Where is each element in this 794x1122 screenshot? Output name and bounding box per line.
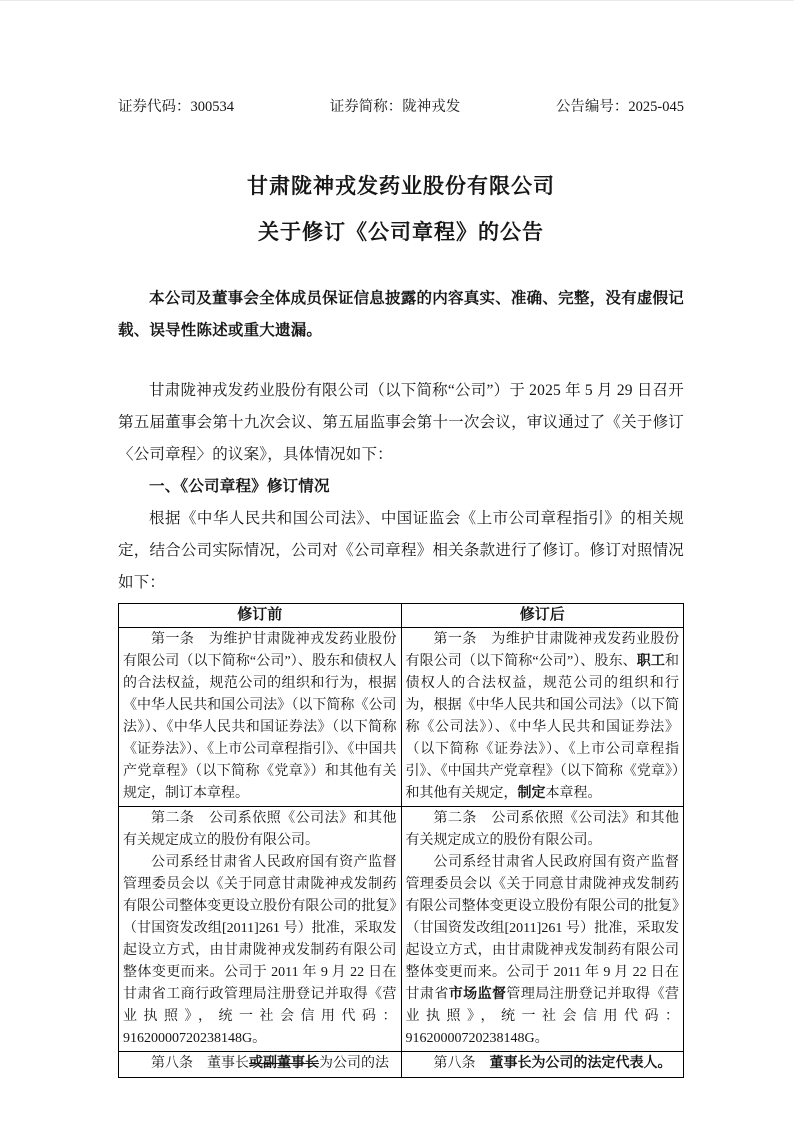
stock-abbreviation: 证券简称：陇神戎发 — [329, 99, 461, 115]
table-row-article-2 — [119, 807, 684, 1052]
table-header-row — [119, 604, 684, 628]
disclaimer-statement: 本公司及董事会全体成员保证信息披露的内容真实、准确、完整，没有虚假记载、误导性陈述或重大遗漏。 — [118, 290, 684, 339]
document-content — [118, 1, 684, 1078]
document-title — [118, 163, 684, 255]
cell-article8-before: 第八条 董事长或副董事长为公司的法 — [119, 1052, 402, 1078]
section1-paragraph: 根据《中华人民共和国公司法》、中国证监会《上市公司章程指引》的相关规定，结合公司实际情况，公司对《公司章程》相关条款进行了修订。修订对照情况如下： — [118, 510, 684, 591]
section1-heading: 一、《公司章程》修订情况 — [149, 478, 330, 495]
cell-article2-after: 第二条 公司系依照《公司法》和其他有关规定成立的股份有限公司。 公司系经甘肃省人民政府国有资产监督管理委员会以《关于同意甘肃陇神戎发制药有限公司整体变更设立股份有限公司的批复》（甘国资发改组[2011]261 号）批准，采取发起设立方式，由甘肃陇神戎发制药有限公司整体变更而来。公司于 2011 年 9 月 22 日在甘肃省市场监督管理局注册登记并取得《营业执照》，统一社会信用代码：91620000720238148G。 — [401, 807, 684, 1052]
announcement-number: 公告编号：2025-045 — [555, 99, 684, 115]
column-header-after: 修订后 — [401, 604, 684, 628]
title-line-2: 关于修订《公司章程》的公告 — [258, 220, 544, 244]
table-row-article-8 — [119, 1052, 684, 1078]
cell-article2-before: 第二条 公司系依照《公司法》和其他有关规定成立的股份有限公司。 公司系经甘肃省人民政府国有资产监督管理委员会以《关于同意甘肃陇神戎发制药有限公司整体变更设立股份有限公司的批复》（甘国资发改组[2011]261 号）批准，采取发起设立方式，由甘肃陇神戎发制药有限公司整体变更而来。公司于 2011 年 9 月 22 日在甘肃省工商行政管理局注册登记并取得《营业执照》，统一社会信用代码：91620000720238148G。 — [119, 807, 402, 1052]
revision-comparison-table — [118, 603, 684, 1078]
cell-article1-after: 第一条 为维护甘肃陇神戎发药业股份有限公司（以下简称“公司”）、股东、职工和债权人的合法权益，规范公司的组织和行为，根据《中华人民共和国公司法》（以下简称《公司法》）、《中华人民共和国证券法》（以下简称《证券法》）、《上市公司章程指引》、《中国共产党章程》（以下简称《党章》）和其他有关规定，制定本章程。 — [401, 628, 684, 807]
stock-code: 证券代码：300534 — [118, 99, 234, 115]
cell-article1-before: 第一条 为维护甘肃陇神戎发药业股份有限公司（以下简称“公司”）、股东和债权人的合法权益，规范公司的组织和行为，根据《中华人民共和国公司法》（以下简称《公司法》）、《中华人民共和国证券法》（以下简称《证券法》）、《上市公司章程指引》、《中国共产党章程》（以下简称《党章》）和其他有关规定，制订本章程。 — [119, 628, 402, 807]
intro-paragraph: 甘肃陇神戎发药业股份有限公司（以下简称“公司”）于 2025 年 5 月 29 日召开第五届董事会第十九次会议、第五届监事会第十一次会议，审议通过了《关于修订〈公司章程〉的议案》，具体情况如下： — [118, 382, 684, 463]
cell-article8-after: 第八条 董事长为公司的法定代表人。 — [401, 1052, 684, 1078]
column-header-before: 修订前 — [119, 604, 402, 628]
document-header — [118, 97, 684, 117]
title-line-1: 甘肃陇神戎发药业股份有限公司 — [247, 174, 555, 198]
table-row-article-1 — [119, 628, 684, 807]
